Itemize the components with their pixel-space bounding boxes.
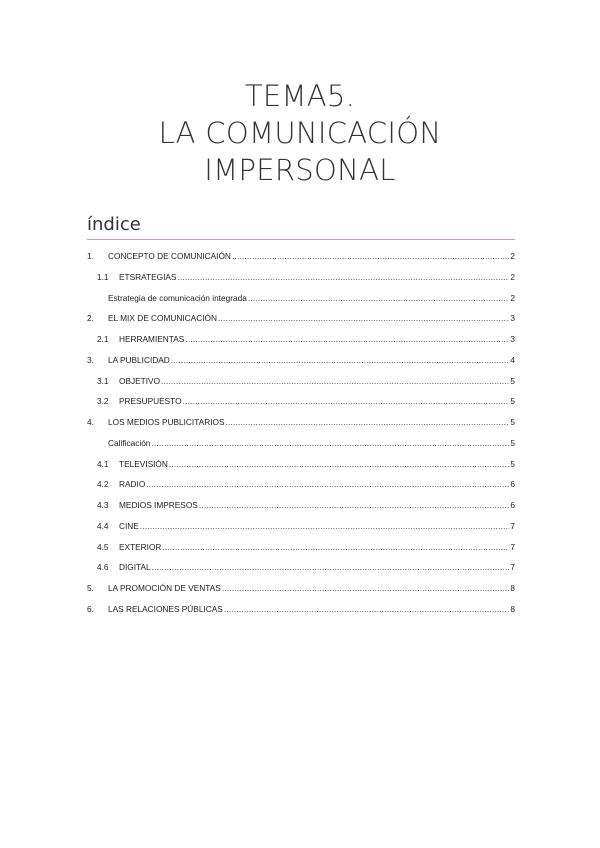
toc-entry-page: 2: [510, 271, 515, 282]
toc-entry-label: CINE: [119, 520, 139, 531]
toc-entry-label: TELEVISIÓN: [119, 458, 168, 469]
toc-entry[interactable]: [87, 308, 515, 329]
toc-dot-leader: [183, 391, 510, 412]
toc-entry-number: 3.2: [97, 396, 109, 407]
toc-entry-number: 6.: [87, 603, 94, 614]
toc-entry-number: 3.1: [97, 375, 109, 386]
title-line-1: TEMA5.: [244, 79, 356, 113]
toc-entry-page: 5: [510, 458, 515, 469]
toc-entry-number: 4.3: [97, 500, 109, 510]
toc-entry[interactable]: [87, 433, 515, 454]
toc-entry-label: Calificación: [108, 437, 151, 448]
toc-entry[interactable]: [87, 246, 515, 267]
title-line-3: IMPERSONAL: [204, 153, 396, 187]
title-line-2: LA COMUNICACIÓN: [158, 116, 442, 150]
table-of-contents: [87, 246, 515, 620]
toc-entry-number: 4.4: [97, 520, 109, 531]
toc-dot-leader: [171, 350, 510, 371]
toc-dot-leader: [232, 246, 509, 267]
toc-entry[interactable]: [87, 516, 515, 537]
toc-entry-page: 5: [510, 396, 515, 407]
toc-entry-page: 7: [510, 520, 515, 531]
toc-entry[interactable]: [87, 329, 515, 350]
toc-entry[interactable]: [87, 288, 515, 309]
toc-entry-label: EL MIX DE COMUNICACIÓN: [108, 313, 217, 324]
toc-entry-number: 4.: [87, 417, 94, 427]
toc-entry-page: 5: [510, 375, 515, 386]
toc-dot-leader: [151, 433, 509, 454]
toc-entry-page: 6: [510, 500, 515, 510]
toc-entry-number: 1.1: [97, 271, 109, 282]
toc-entry[interactable]: [87, 599, 515, 620]
toc-entry-page: 2: [510, 292, 515, 303]
toc-dot-leader: [140, 516, 510, 537]
toc-entry[interactable]: [87, 495, 515, 516]
toc-entry[interactable]: [87, 350, 515, 371]
toc-entry-label: MEDIOS IMPRESOS: [119, 500, 198, 510]
toc-entry-label: Estrategia de comunicación integrada: [108, 292, 247, 303]
toc-entry-number: 5.: [87, 583, 94, 593]
toc-entry-page: 3: [510, 313, 515, 324]
toc-entry-label: CONCEPTO DE COMUNICAIÓN: [108, 251, 231, 261]
toc-dot-leader: [218, 308, 509, 329]
toc-entry[interactable]: [87, 557, 515, 578]
toc-entry-number: 3.: [87, 354, 94, 365]
toc-entry-page: 8: [510, 603, 515, 614]
toc-entry-label: LAS RELACIONES PÚBLICAS: [108, 603, 223, 614]
toc-dot-leader: [162, 537, 509, 558]
toc-entry-page: 6: [510, 479, 515, 490]
toc-entry-page: 7: [510, 562, 515, 573]
toc-dot-leader: [152, 557, 510, 578]
toc-entry-label: HERRAMIENTAS: [119, 334, 185, 344]
toc-dot-leader: [161, 371, 509, 392]
toc-dot-leader: [169, 454, 510, 475]
toc-entry-page: 3: [510, 334, 515, 344]
toc-entry-page: 8: [510, 583, 515, 593]
toc-entry[interactable]: [87, 267, 515, 288]
toc-entry-label: ETSRATEGIAS: [119, 271, 177, 282]
toc-entry-number: 2.1: [97, 334, 109, 344]
toc-entry-page: 2: [510, 251, 515, 261]
toc-dot-leader: [224, 599, 510, 620]
toc-dot-leader: [222, 578, 510, 599]
toc-entry-number: 4.1: [97, 458, 109, 469]
toc-entry-label: EXTERIOR: [119, 541, 162, 552]
toc-entry-label: LA PROMOCIÓN DE VENTAS: [108, 583, 221, 593]
toc-entry[interactable]: [87, 454, 515, 475]
toc-entry-page: 5: [510, 417, 515, 427]
toc-entry-page: 4: [510, 354, 515, 365]
toc-entry-number: 2.: [87, 313, 94, 324]
toc-entry-label: DIGITAL: [119, 562, 151, 573]
document-title: [0, 78, 600, 189]
toc-entry[interactable]: [87, 537, 515, 558]
toc-entry[interactable]: [87, 391, 515, 412]
toc-heading: índice: [87, 214, 515, 240]
toc-entry[interactable]: [87, 474, 515, 495]
toc-entry-number: 4.2: [97, 479, 109, 490]
toc-entry[interactable]: [87, 578, 515, 599]
toc-entry-number: 1.: [87, 251, 94, 261]
toc-dot-leader: [226, 412, 510, 433]
toc-dot-leader: [248, 288, 510, 309]
toc-entry-label: RADIO: [119, 479, 146, 490]
toc-entry[interactable]: [87, 371, 515, 392]
toc-dot-leader: [199, 495, 510, 516]
toc-entry-number: 4.5: [97, 541, 109, 552]
toc-entry[interactable]: [87, 412, 515, 433]
toc-dot-leader: [177, 267, 509, 288]
toc-entry-page: 5: [510, 437, 515, 448]
toc-entry-label: LOS MEDIOS PUBLICITARIOS: [108, 417, 225, 427]
toc-entry-label: OBJETIVO: [119, 375, 161, 386]
toc-entry-label: LA PUBLICIDAD: [108, 354, 170, 365]
toc-dot-leader: [146, 474, 509, 495]
toc-dot-leader: [185, 329, 509, 350]
toc-entry-number: 4.6: [97, 562, 109, 573]
toc-entry-page: 7: [510, 541, 515, 552]
toc-entry-label: PRESUPUESTO: [119, 396, 182, 407]
